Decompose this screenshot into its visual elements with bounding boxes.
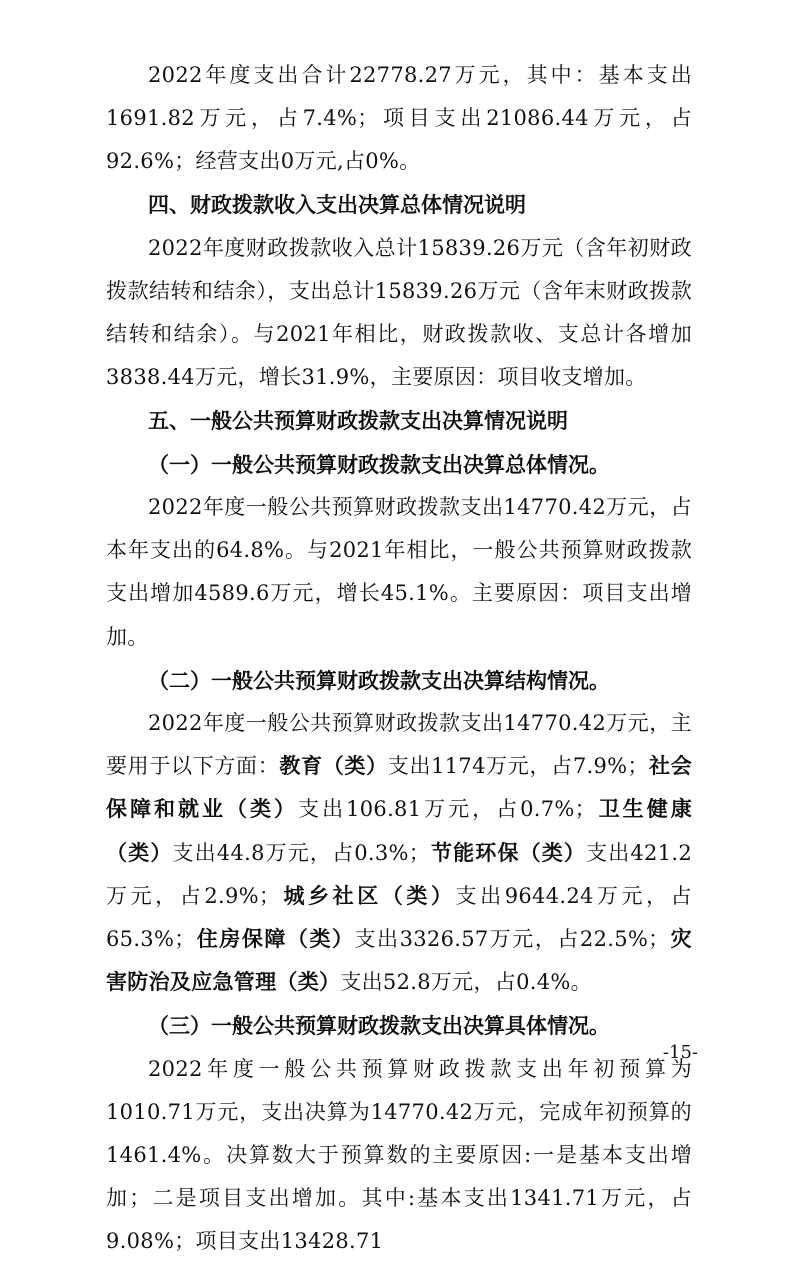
p4-text-a: 2022年度一般公共预算财政拨款支出14770.42万元，主要用于以下方面： — [106, 711, 692, 779]
section-heading-4: 四、财政拨款收入支出决算总体情况说明 — [148, 192, 526, 217]
paragraph-expenditure-total: 2022年度支出合计22778.27万元，其中：基本支出1691.82万元，占7.4%；项目支出21086.44万元，占92.6%；经营支出0万元,占0%。 — [106, 63, 692, 174]
subheading-1: （一）一般公共预算财政拨款支出决算总体情况。 — [148, 451, 610, 477]
paragraph-general-budget-overall: 2022年度一般公共预算财政拨款支出14770.42万元，占本年支出的64.8%。与2021年相比，一般公共预算财政拨款支出增加4589.6万元，增长45.1%。主要原因：项目支出增加。 — [106, 495, 692, 649]
category-urban-rural: 城乡社区（类） — [280, 883, 456, 908]
p4-text-e: 支出106.81万元，占0.7%； — [298, 797, 596, 822]
page-number: -15- — [662, 1042, 698, 1063]
category-environment: 节能环保（类） — [430, 840, 587, 865]
p4-text-k: 支出9644.24万元，占65.3%； — [106, 883, 692, 952]
category-health: 卫生健康（类） — [106, 797, 693, 865]
category-social-security: 社会保障和就业（类） — [106, 754, 693, 822]
p4-text-g: 支出44.8万元，占0.3%； — [172, 840, 431, 865]
paragraph-general-budget-detail: 2022年度一般公共预算财政拨款支出年初预算为1010.71万元，支出决算为14770.42万元，完成年初预算的1461.4%。决算数大于预算数的主要原因:一是基本支出增加；二是项目支出增加。其中:基本支出1341.71万元，占9.08%；项目支出13428.71 — [106, 1056, 692, 1254]
p4-text-i: 支出421.2万元，占2.9%； — [106, 840, 693, 908]
category-housing: 住房保障（类） — [195, 927, 355, 952]
p4-text-o: 支出52.8万元，占0.4%。 — [340, 970, 592, 995]
subheading-3: （三）一般公共预算财政拨款支出决算具体情况。 — [148, 1013, 610, 1039]
category-disaster: 灾害防治及应急管理（类） — [106, 927, 692, 995]
p4-text-c: 支出1174万元，占7.9%； — [387, 754, 649, 779]
section-heading-5: 五、一般公共预算财政拨款支出决算情况说明 — [148, 408, 568, 433]
p4-text-m: 支出3326.57万元，占22.5%； — [354, 927, 670, 952]
paragraph-fiscal-appropriation: 2022年度财政拨款收入总计15839.26万元（含年初财政拨款结转和结余），支出总计15839.26万元（含年末财政拨款结转和结余）。与2021年相比，财政拨款收、支总计各增加3838.44万元，增长31.9%，主要原因：项目收支增加。 — [106, 235, 692, 390]
document-body — [106, 54, 692, 1264]
category-education: 教育（类） — [279, 754, 388, 779]
paragraph-general-budget-structure — [106, 702, 692, 1004]
subheading-2: （二）一般公共预算财政拨款支出决算结构情况。 — [148, 667, 610, 693]
